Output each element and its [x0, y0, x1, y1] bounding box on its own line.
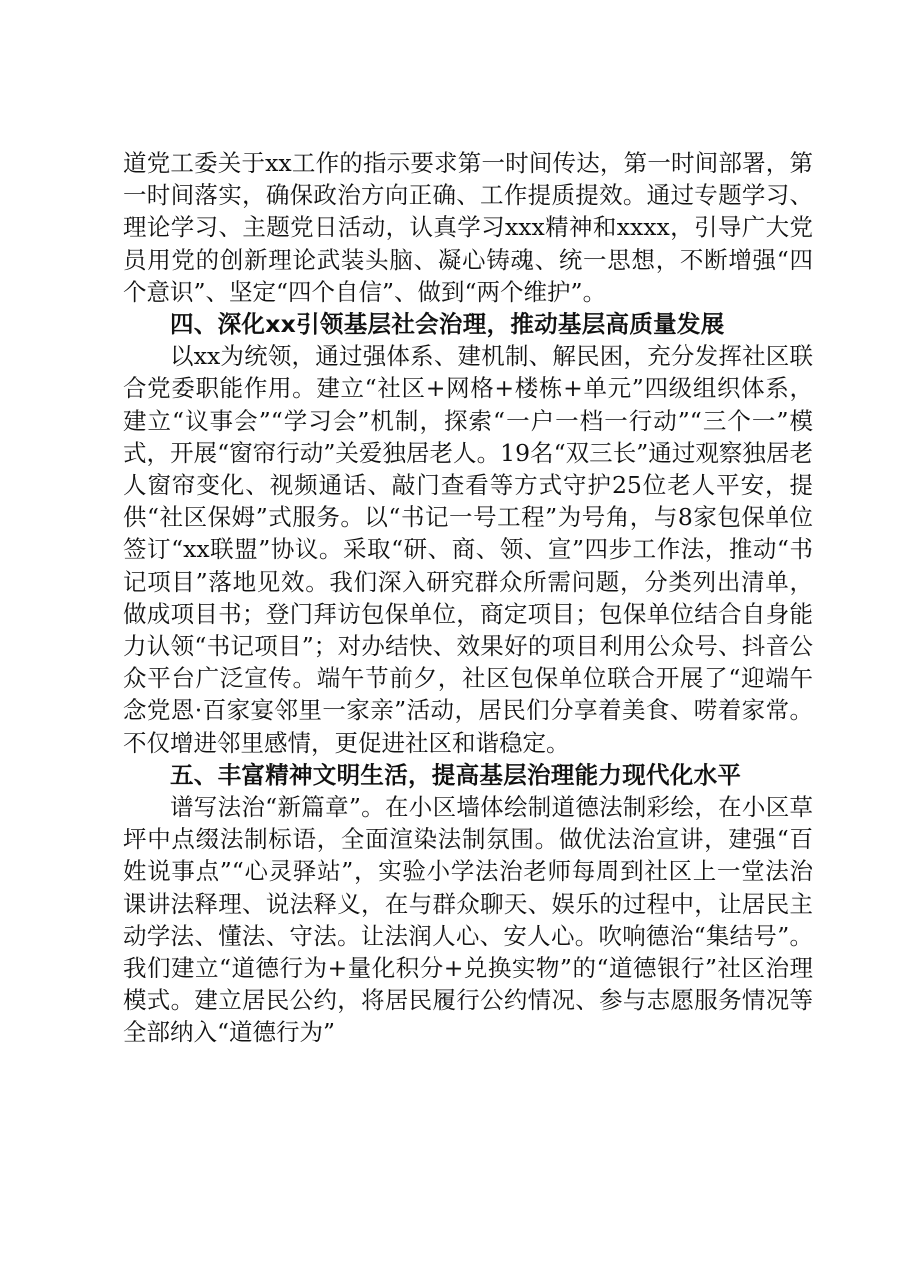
body-paragraph-3: 谱写法治“新篇章”。在小区墙体绘制道德法制彩绘，在小区草坪中点缀法制标语，全面渲染法制氛围。做优法治宣讲，建强“百姓说事点”“心灵驿站”，实验小学法治老师每周到社区上一堂法治课讲法释理、说法释义，在与群众聊天、娱乐的过程中，让居民主动学法、懂法、守法。让法润人心、安人心。吹响德治“集结号”。我们建立“道德行为+量化积分+兑换实物”的“道德银行”社区治理模式。建立居民公约，将居民履行公约情况、参与志愿服务情况等全部纳入“道德行为”: [123, 793, 813, 1047]
document-page: [123, 147, 813, 1049]
section-heading-5: 五、丰富精神文明生活，提高基层治理能力现代化水平: [170, 760, 742, 789]
section-heading-4: 四、深化xx引领基层社会治理，推动基层高质量发展: [170, 310, 725, 339]
body-paragraph-1: 道党工委关于xx工作的指示要求第一时间传达，第一时间部署，第一时间落实，确保政治方向正确、工作提质提效。通过专题学习、理论学习、主题党日活动，认真学习xxx精神和xxxx，引导广大党员用党的创新理论武装头脑、凝心铸魂、统一思想，不断增强“四个意识”、坚定“四个自信”、做到“两个维护”。: [123, 149, 813, 306]
body-paragraph-2: 以xx为统领，通过强体系、建机制、解民困，充分发挥社区联合党委职能作用。建立“社区+网格+楼栋+单元”四级组织体系，建立“议事会”“学习会”机制，探索“一户一档一行动”“三个一”模式，开展“窗帘行动”关爱独居老人。19名“双三长”通过观察独居老人窗帘变化、视频通话、敲门查看等方式守护25位老人平安，提供“社区保姆”式服务。以“书记一号工程”为号角，与8家包保单位签订“xx联盟”协议。采取“研、商、领、宣”四步工作法，推动“书记项目”落地见效。我们深入研究群众所需问题，分类列出清单，做成项目书；登门拜访包保单位，商定项目；包保单位结合自身能力认领“书记项目”；对办结快、效果好的项目利用公众号、抖音公众平台广泛宣传。端午节前夕，社区包保单位联合开展了“迎端午念党恩·百家宴邻里一家亲”活动，居民们分享着美食、唠着家常。不仅增进邻里感情，更促进社区和谐稳定。: [123, 342, 813, 757]
